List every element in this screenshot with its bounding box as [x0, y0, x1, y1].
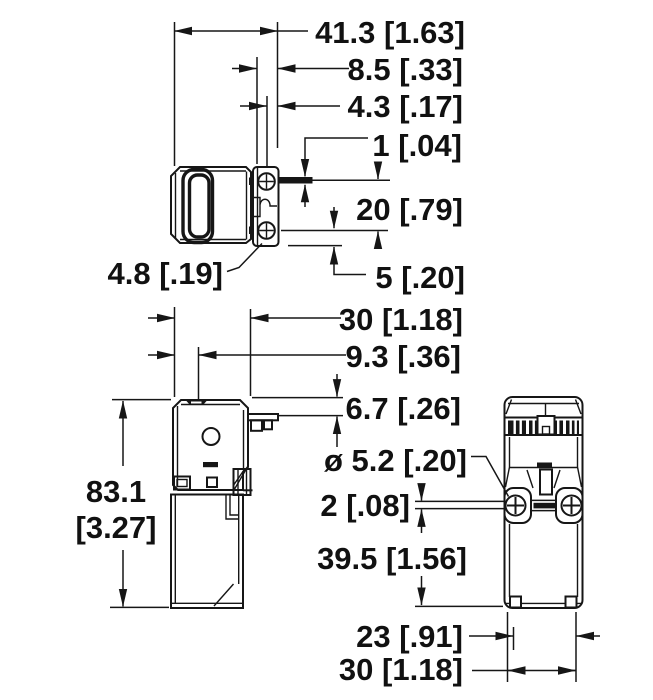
- center-guide-tab: [540, 470, 552, 495]
- dim-label-tab-offset: 6.7 [.26]: [345, 391, 461, 426]
- dim-label-hole-spacing: 20 [.79]: [356, 192, 463, 227]
- dim-label-hole-dia: ø 5.2 [.20]: [324, 443, 467, 478]
- dim-dia-leader: [471, 457, 509, 497]
- actuator-tab-block: [251, 420, 262, 431]
- lower-wall-lines: [510, 524, 578, 597]
- dim-label-base-width: 30 [1.18]: [338, 652, 463, 687]
- head-indicator-bar: [203, 462, 218, 467]
- rear-view-labels: [317, 443, 467, 687]
- front-view-dimensions: [110, 307, 346, 607]
- body-step-inner: [230, 495, 239, 515]
- cap-corner-diagonals: [506, 400, 581, 415]
- head-top-slot-inner: [191, 402, 202, 404]
- head-bottom-notch: [207, 478, 217, 488]
- terminal-center-tab: [538, 416, 555, 435]
- actuator-tab-bar: [280, 177, 313, 184]
- shoulder-diagonals-inner: [527, 470, 560, 488]
- dim-48-leader: [227, 244, 262, 272]
- side-view-labels: [108, 15, 465, 295]
- plate-thickness-lines: [415, 501, 504, 508]
- rear-view: [317, 397, 600, 687]
- bracket-hook-top: [249, 178, 254, 186]
- dim-label-foot-spacing: 23 [.91]: [356, 619, 463, 654]
- dim-label-head-width: 30 [1.18]: [338, 302, 463, 337]
- dim-label-hole-edge: 4.3 [.17]: [347, 89, 463, 124]
- dim-5-leader-arrow-icon: [334, 247, 366, 275]
- mount-slot-bar: [534, 503, 556, 509]
- bracket-key-curve: [260, 199, 277, 206]
- dim-label-slot-offset: 9.3 [.36]: [345, 339, 461, 374]
- head-round-hole: [203, 428, 220, 445]
- dim-label-plate-thickness: 2 [.08]: [320, 488, 410, 523]
- lock-block-inner: [177, 480, 187, 487]
- dim-label-bracket-width: 8.5 [.33]: [347, 52, 463, 87]
- bracket-notch: [253, 198, 260, 217]
- front-view-part: [171, 400, 278, 608]
- screw-right-cross-icon: [563, 497, 580, 514]
- actuator-tab-pin: [264, 420, 272, 429]
- dim-label-bracket-hole-dia: 4.8 [.19]: [107, 256, 223, 291]
- side-view: [108, 15, 465, 295]
- screw-top-cross-icon: [259, 174, 274, 189]
- dim-label-height-in: [3.27]: [75, 510, 157, 545]
- boot-seal-inner: [190, 175, 210, 237]
- foot-left: [510, 597, 521, 608]
- dim-label-overall-width: 41.3 [1.63]: [315, 15, 465, 50]
- rear-indicator-bar: [537, 463, 552, 469]
- foot-right: [566, 597, 577, 608]
- screw-bottom-cross-icon: [259, 223, 274, 238]
- dim-1-leader-arrow-icon: [305, 138, 368, 176]
- screw-left-cross-icon: [507, 497, 524, 514]
- rear-view-part: [505, 397, 583, 608]
- body-outline-front: [171, 495, 243, 609]
- dim-label-hole-to-base: 39.5 [1.56]: [317, 541, 467, 576]
- dim-label-hole-bottom: 5 [.20]: [375, 260, 465, 295]
- dim-label-height-mm: 83.1: [85, 474, 147, 509]
- dim-label-tab-thickness: 1 [.04]: [372, 128, 462, 163]
- bracket-hook-bottom: [249, 227, 254, 235]
